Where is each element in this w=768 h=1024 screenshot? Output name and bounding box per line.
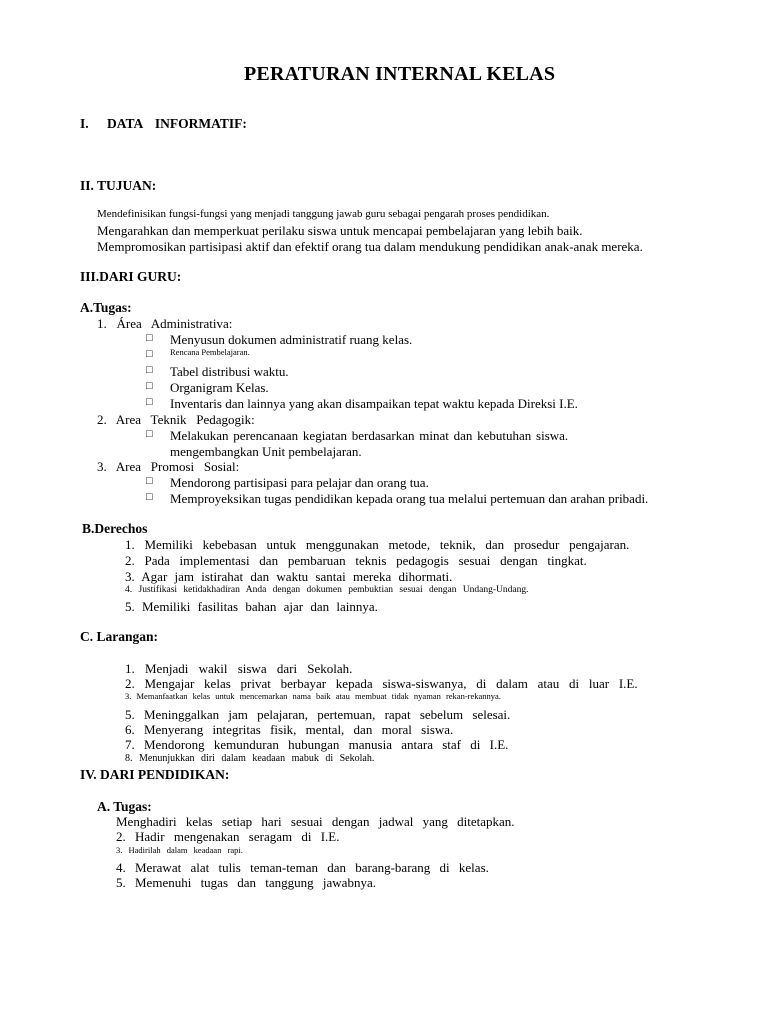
area1-item-5: Inventaris dan lainnya yang akan disampaikan tepat waktu kepada Direksi I.E. [170,396,578,411]
section-heading-dari-guru: III.DARI GURU: [80,269,182,284]
page-title: PERATURAN INTERNAL KELAS [244,63,556,85]
bullet-icon: □ [146,332,153,344]
derechos-item-2: 2. Pada implementasi dan pembaruan teknis pedagogis sesuai dengan tingkat. [125,553,587,568]
bullet-icon: □ [146,396,153,408]
area-administrativa: 1. Área Administrativa: [97,316,233,331]
area3-item-2: Memproyeksikan tugas pendidikan kepada orang tua melalui pertemuan dan arahan pribadi. [170,491,649,506]
pendidikan-item-4: 4. Merawat alat tulis teman-teman dan barang-barang di kelas. [116,860,489,875]
area2-item-1: Melakukan perencanaan kegiatan berdasarkan minat dan kebutuhan siswa. [170,428,569,443]
pendidikan-item-3: 3. Hadirilah dalam keadaan rapi. [116,845,243,855]
subsection-tugas: A.Tugas: [80,300,132,315]
tujuan-line-3: Mempromosikan partisipasi aktif dan efektif orang tua dalam mendukung pendidikan anak-anak mereka. [97,239,643,254]
larangan-item-7: 7. Mendorong kemunduran hubungan manusia antara staf di I.E. [125,737,509,752]
larangan-item-6: 6. Menyerang integritas fisik, mental, dan moral siswa. [125,722,454,737]
section-heading-tujuan: II. TUJUAN: [80,178,157,193]
bullet-icon: □ [146,380,153,392]
larangan-item-5: 5. Meninggalkan jam pelajaran, pertemuan, rapat sebelum selesai. [125,707,511,722]
derechos-item-4: 4. Justifikasi ketidakhadiran Anda dengan dokumen pembuktian sesuai dengan Undang-Undang. [125,585,529,595]
area3-item-1: Mendorong partisipasi para pelajar dan orang tua. [170,475,429,490]
larangan-item-2: 2. Mengajar kelas privat berbayar kepada siswa-siswanya, di dalam atau di luar I.E. [125,676,638,691]
subsection-tugas-pendidikan: A. Tugas: [97,799,152,814]
area-teknik-pedagogik: 2. Area Teknik Pedagogik: [97,412,255,427]
derechos-item-1: 1. Memiliki kebebasan untuk menggunakan metode, teknik, dan prosedur pengajaran. [125,537,630,552]
area1-item-3: Tabel distribusi waktu. [170,364,289,379]
area2-item-1-continued: mengembangkan Unit pembelajaran. [170,444,362,459]
subsection-derechos: B.Derechos [82,521,148,536]
tujuan-line-1: Mendefinisikan fungsi-fungsi yang menjadi tanggung jawab guru sebagai pengarah proses pendidikan. [97,208,550,220]
bullet-icon: □ [146,428,153,440]
derechos-item-3: 3. Agar jam istirahat dan waktu santai mereka dihormati. [125,569,453,584]
area1-item-1: Menyusun dokumen administratif ruang kelas. [170,332,413,347]
area1-item-4: Organigram Kelas. [170,380,269,395]
tujuan-line-2: Mengarahkan dan memperkuat perilaku siswa untuk mencapai pembelajaran yang lebih baik. [97,223,583,238]
bullet-icon: □ [146,475,153,487]
pendidikan-item-2: 2. Hadir mengenakan seragam di I.E. [116,829,340,844]
bullet-icon: □ [146,364,153,376]
bullet-icon: □ [146,491,153,503]
pendidikan-item-1: Menghadiri kelas setiap hari sesuai dengan jadwal yang ditetapkan. [116,814,515,829]
subsection-larangan: C. Larangan: [80,629,159,644]
derechos-item-5: 5. Memiliki fasilitas bahan ajar dan lainnya. [125,599,378,614]
larangan-item-8: 8. Menunjukkan diri dalam keadaan mabuk di Sekolah. [125,753,375,764]
section-title: DATA INFORMATIF: [107,116,247,131]
larangan-item-3: 3. Memanfaatkan kelas untuk mencemarkan nama baik atau membuat tidak nyaman rekan-rekannya. [125,691,501,701]
section-heading-data-informatif [80,117,247,131]
section-heading-dari-pendidikan: IV. DARI PENDIDIKAN: [80,767,230,782]
section-number: I. [80,116,89,131]
bullet-icon: □ [146,348,153,360]
area-promosi-sosial: 3. Area Promosi Sosial: [97,459,240,474]
area1-item-2: Rencana Pembelajaran. [170,347,250,357]
larangan-item-1: 1. Menjadi wakil siswa dari Sekolah. [125,661,353,676]
pendidikan-item-5: 5. Memenuhi tugas dan tanggung jawabnya. [116,875,376,890]
